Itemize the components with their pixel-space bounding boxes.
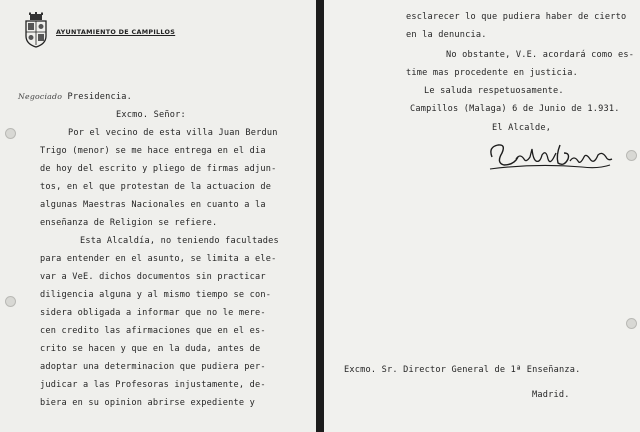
addressee-city: Madrid. <box>532 390 570 400</box>
body-line: Trigo (menor) se me hace entrega en el dia <box>40 146 266 156</box>
salutation: Excmo. Señor: <box>116 110 186 120</box>
negociado-line <box>18 92 132 102</box>
municipal-crest-icon <box>22 12 50 48</box>
body-line: No obstante, V.E. acordará como es- <box>446 50 635 60</box>
body-line: time mas procedente en justicia. <box>406 68 578 78</box>
punch-hole <box>5 296 16 307</box>
body-line: Por el vecino de esta villa Juan Berdun <box>68 128 278 138</box>
body-line: var a VeE. dichos documentos sin practicar <box>40 272 266 282</box>
signer-title: El Alcalde, <box>492 123 552 133</box>
body-line: diligencia alguna y al mismo tiempo se con- <box>40 290 272 300</box>
body-line: judicar a las Profesoras injustamente, de- <box>40 380 266 390</box>
letter-page-left <box>0 0 316 432</box>
letter-page-right <box>324 0 640 432</box>
body-line: cen credito las afirmaciones que en el es- <box>40 326 266 336</box>
body-line: tos, en el que protestan de la actuacion de <box>40 182 272 192</box>
body-line: enseñanza de Religion se refiere. <box>40 218 218 228</box>
body-line: de hoy del escrito y pliego de firmas adjun- <box>40 164 277 174</box>
date-line: Campillos (Malaga) 6 de Junio de 1.931. <box>410 104 620 114</box>
negociado-value: Presidencia. <box>67 92 132 102</box>
body-line: Le saluda respetuosamente. <box>424 86 564 96</box>
body-line: sidera obligada a informar que no le mere- <box>40 308 266 318</box>
punch-hole <box>626 150 637 161</box>
body-line: para entender en el asunto, se limita a ele- <box>40 254 277 264</box>
body-line: esclarecer lo que pudiera haber de cierto <box>406 12 627 22</box>
body-line: en la denuncia. <box>406 30 487 40</box>
body-line: crito se hacen y que en la duda, antes de <box>40 344 261 354</box>
addressee-line: Excmo. Sr. Director General de 1ª Enseñanza. <box>344 365 581 375</box>
body-line: Esta Alcaldía, no teniendo facultades <box>80 236 279 246</box>
punch-hole <box>5 128 16 139</box>
letterhead-title: AYUNTAMIENTO DE CAMPILLOS <box>56 28 176 36</box>
body-line: algunas Maestras Nacionales en cuanto a la <box>40 200 266 210</box>
negociado-label: Negociado <box>18 92 63 101</box>
handwritten-signature <box>486 135 616 179</box>
body-line: adoptar una determinacion que pudiera per- <box>40 362 266 372</box>
body-line: biera en su opinion abrirse expediente y <box>40 398 255 408</box>
punch-hole <box>626 318 637 329</box>
page-gutter <box>316 0 324 432</box>
